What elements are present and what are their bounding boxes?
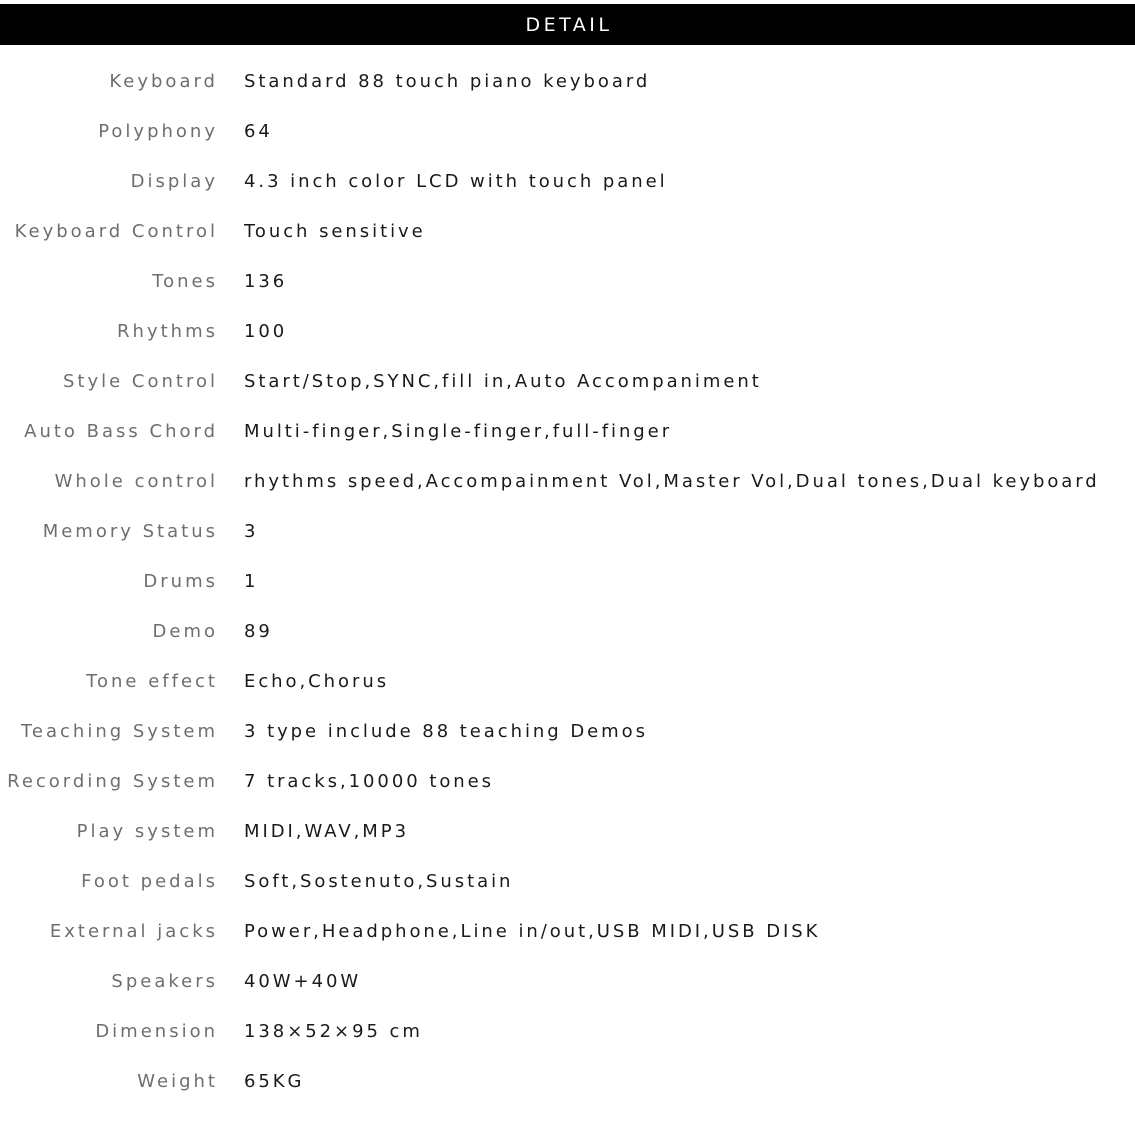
spec-value: 138×52×95 cm bbox=[244, 1020, 423, 1042]
spec-value: 136 bbox=[244, 270, 288, 292]
spec-value: MIDI,WAV,MP3 bbox=[244, 820, 409, 842]
spec-row-weight bbox=[0, 1056, 1135, 1106]
spec-label: Speakers bbox=[111, 970, 218, 992]
spec-value: Multi-finger,Single-finger,full-finger bbox=[244, 420, 673, 442]
spec-row-speakers bbox=[0, 956, 1135, 1006]
spec-value: 1 bbox=[244, 570, 259, 592]
spec-label: Auto Bass Chord bbox=[24, 420, 218, 442]
spec-label: Teaching System bbox=[20, 720, 218, 742]
spec-row-external-jacks bbox=[0, 906, 1135, 956]
spec-value: 3 bbox=[244, 520, 259, 542]
spec-label: Keyboard Control bbox=[14, 220, 218, 242]
spec-label: Whole control bbox=[54, 470, 218, 492]
spec-label: Style Control bbox=[63, 370, 218, 392]
spec-value: Power,Headphone,Line in/out,USB MIDI,USB DISK bbox=[244, 920, 821, 942]
spec-label: Tone effect bbox=[86, 670, 218, 692]
spec-label: Display bbox=[130, 170, 218, 192]
spec-row-keyboard bbox=[0, 56, 1135, 106]
spec-value: Touch sensitive bbox=[244, 220, 426, 242]
spec-value: 4.3 inch color LCD with touch panel bbox=[244, 170, 668, 192]
spec-row-foot-pedals bbox=[0, 856, 1135, 906]
spec-label: Play system bbox=[76, 820, 218, 842]
spec-list bbox=[0, 56, 1135, 1106]
spec-label: Demo bbox=[152, 620, 218, 642]
spec-label: Weight bbox=[137, 1070, 218, 1092]
spec-value: 65KG bbox=[244, 1070, 305, 1092]
spec-row-play-system bbox=[0, 806, 1135, 856]
spec-value: rhythms speed,Accompainment Vol,Master Vol,Dual tones,Dual keyboard bbox=[244, 470, 1100, 492]
spec-row-auto-bass-chord bbox=[0, 406, 1135, 456]
spec-row-dimension bbox=[0, 1006, 1135, 1056]
spec-row-keyboard-control bbox=[0, 206, 1135, 256]
spec-value: 3 type include 88 teaching Demos bbox=[244, 720, 648, 742]
spec-row-memory-status bbox=[0, 506, 1135, 556]
spec-label: Tones bbox=[152, 270, 218, 292]
spec-label: External jacks bbox=[49, 920, 218, 942]
spec-label: Foot pedals bbox=[81, 870, 218, 892]
spec-row-whole-control bbox=[0, 456, 1135, 506]
spec-label: Polyphony bbox=[98, 120, 218, 142]
spec-label: Dimension bbox=[95, 1020, 218, 1042]
spec-row-demo bbox=[0, 606, 1135, 656]
spec-row-polyphony bbox=[0, 106, 1135, 156]
spec-value: 89 bbox=[244, 620, 273, 642]
detail-title: DETAIL bbox=[525, 13, 613, 36]
spec-row-display bbox=[0, 156, 1135, 206]
spec-value: 64 bbox=[244, 120, 273, 142]
spec-row-teaching-system bbox=[0, 706, 1135, 756]
spec-label: Memory Status bbox=[42, 520, 218, 542]
spec-row-rhythms bbox=[0, 306, 1135, 356]
spec-value: Standard 88 touch piano keyboard bbox=[244, 70, 651, 92]
spec-value: Echo,Chorus bbox=[244, 670, 390, 692]
spec-row-tone-effect bbox=[0, 656, 1135, 706]
spec-value: 100 bbox=[244, 320, 288, 342]
spec-label: Drums bbox=[143, 570, 218, 592]
spec-row-recording-system bbox=[0, 756, 1135, 806]
spec-label: Keyboard bbox=[109, 70, 218, 92]
spec-value: Start/Stop,SYNC,fill in,Auto Accompaniment bbox=[244, 370, 762, 392]
detail-header-bar bbox=[0, 4, 1135, 45]
spec-label: Rhythms bbox=[117, 320, 218, 342]
spec-row-tones bbox=[0, 256, 1135, 306]
spec-value: Soft,Sostenuto,Sustain bbox=[244, 870, 514, 892]
spec-row-drums bbox=[0, 556, 1135, 606]
spec-label: Recording System bbox=[7, 770, 218, 792]
spec-row-style-control bbox=[0, 356, 1135, 406]
spec-value: 40W+40W bbox=[244, 970, 362, 992]
spec-value: 7 tracks,10000 tones bbox=[244, 770, 494, 792]
